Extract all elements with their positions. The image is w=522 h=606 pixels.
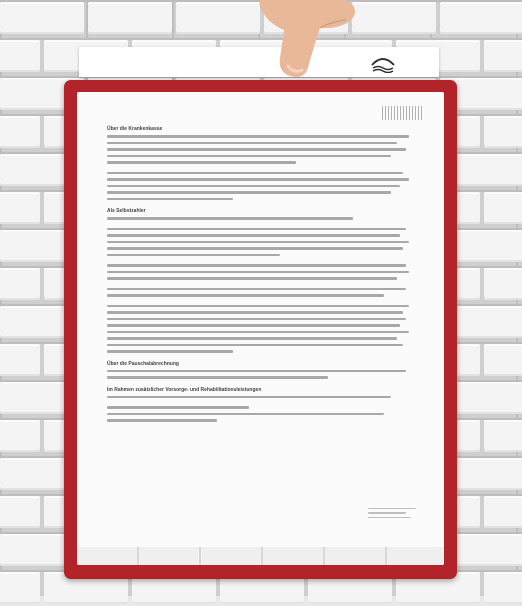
visible-wall-strip <box>77 547 444 565</box>
brick <box>0 2 84 34</box>
brick <box>88 2 172 34</box>
heading-4: Im Rahmen zusätzlicher Vorsorge- und Rehabilitationsleistungen <box>107 386 262 393</box>
brick <box>0 344 40 376</box>
brick <box>0 420 40 452</box>
brick <box>0 496 40 528</box>
letterhead-mark <box>382 106 422 120</box>
brick <box>484 40 522 72</box>
brick <box>484 192 522 224</box>
heading-3: Über die Pauschalabrechnung <box>107 360 179 367</box>
brick <box>440 2 522 34</box>
brick <box>0 192 40 224</box>
hand <box>250 0 370 80</box>
text-block <box>107 305 422 353</box>
signature-block <box>368 508 416 522</box>
brick <box>484 420 522 452</box>
text-block <box>107 370 422 379</box>
heading-1: Über die Krankenkasse <box>107 126 163 132</box>
brick <box>176 2 260 34</box>
brick <box>0 116 40 148</box>
letterhead <box>107 106 422 122</box>
text-block <box>107 228 422 257</box>
footer-block <box>107 406 422 422</box>
text-block <box>107 135 422 164</box>
brick <box>0 40 40 72</box>
wave-logo-icon <box>369 55 397 73</box>
heading-2: Als Selbstzahler <box>107 208 146 214</box>
brick <box>0 572 40 604</box>
frame-window <box>77 92 444 565</box>
text-block <box>107 396 422 399</box>
brick <box>484 268 522 300</box>
brick <box>484 572 522 604</box>
brick <box>484 344 522 376</box>
brick <box>484 496 522 528</box>
text-block <box>107 217 422 220</box>
brick <box>0 268 40 300</box>
document-page <box>77 92 444 547</box>
brick <box>484 116 522 148</box>
red-display-frame <box>64 80 457 579</box>
text-block <box>107 288 422 297</box>
text-block <box>107 172 422 201</box>
text-block <box>107 264 422 280</box>
